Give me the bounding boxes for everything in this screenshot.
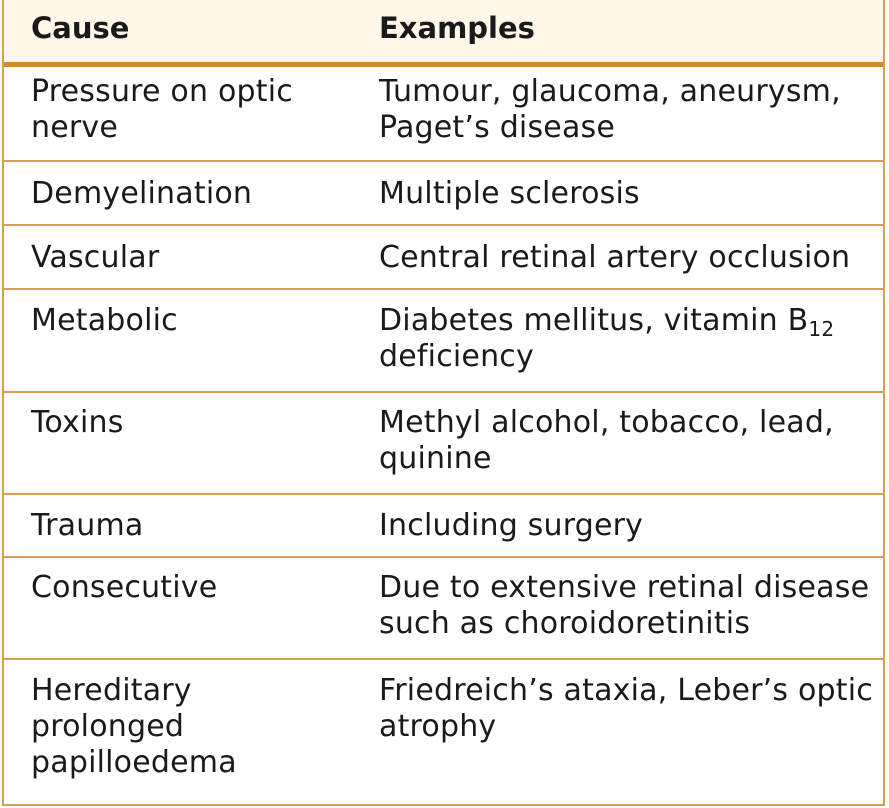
row-7-examples (379, 570, 869, 642)
row-4-examples (379, 303, 834, 375)
row-3-cause-line-1: Vascular (31, 240, 160, 275)
row-2-cause-line-1: Demyelination (31, 176, 253, 211)
row-8-examples-line-1: Friedreich’s ataxia, Leber’s optic (379, 673, 873, 708)
row-1-examples-line-1: Tumour, glaucoma, aneurysm, (379, 74, 841, 109)
row-6-examples (379, 508, 643, 544)
row-7-examples-line-2: such as choroidoretinitis (379, 606, 751, 641)
row-4-cause-line-1: Metabolic (31, 303, 178, 338)
row-4-examples-line-1 (379, 303, 834, 339)
row-4-examples-subscript: 12 (808, 317, 835, 341)
optic-atrophy-causes-table (2, 0, 885, 806)
row-2-cause (31, 176, 252, 212)
row-3-examples-line-1: Central retinal artery occlusion (379, 240, 851, 275)
row-4-cause (31, 303, 178, 339)
header-cause: Cause (31, 11, 130, 45)
row-divider (4, 493, 883, 495)
row-5-examples-line-1: Methyl alcohol, tobacco, lead, (379, 405, 834, 440)
row-6-cause-line-1: Trauma (31, 508, 144, 543)
row-8-cause-line-2: prolonged (31, 709, 185, 744)
row-1-cause-line-1: Pressure on optic (31, 74, 293, 109)
row-5-examples (379, 405, 834, 477)
row-2-examples (379, 176, 640, 212)
row-divider (4, 224, 883, 226)
row-5-cause (31, 405, 124, 441)
row-divider (4, 658, 883, 660)
row-2-examples-line-1: Multiple sclerosis (379, 176, 640, 211)
row-4-examples-line-2: deficiency (379, 339, 534, 374)
row-5-cause-line-1: Toxins (31, 405, 124, 440)
row-1-examples-line-2: Paget’s disease (379, 110, 616, 145)
row-7-cause (31, 570, 217, 606)
row-8-cause-line-1: Hereditary (31, 673, 192, 708)
header-examples: Examples (379, 11, 535, 45)
row-8-examples-line-2: atrophy (379, 709, 497, 744)
row-3-cause (31, 240, 159, 276)
row-divider (4, 391, 883, 393)
row-6-examples-line-1: Including surgery (379, 508, 644, 543)
row-7-examples-line-1: Due to extensive retinal disease (379, 570, 870, 605)
row-3-examples (379, 240, 850, 276)
row-8-cause (31, 673, 237, 781)
row-4-examples-prefix: Diabetes mellitus, vitamin B (379, 303, 809, 338)
table-header-row (4, 0, 883, 67)
row-8-examples (379, 673, 873, 745)
row-5-examples-line-2: quinine (379, 441, 492, 476)
row-1-cause (31, 74, 293, 146)
row-divider (4, 288, 883, 290)
row-1-cause-line-2: nerve (31, 110, 119, 145)
row-1-examples (379, 74, 841, 146)
row-6-cause (31, 508, 143, 544)
row-divider (4, 160, 883, 162)
row-divider (4, 556, 883, 558)
row-8-cause-line-3: papilloedema (31, 745, 237, 780)
row-7-cause-line-1: Consecutive (31, 570, 218, 605)
